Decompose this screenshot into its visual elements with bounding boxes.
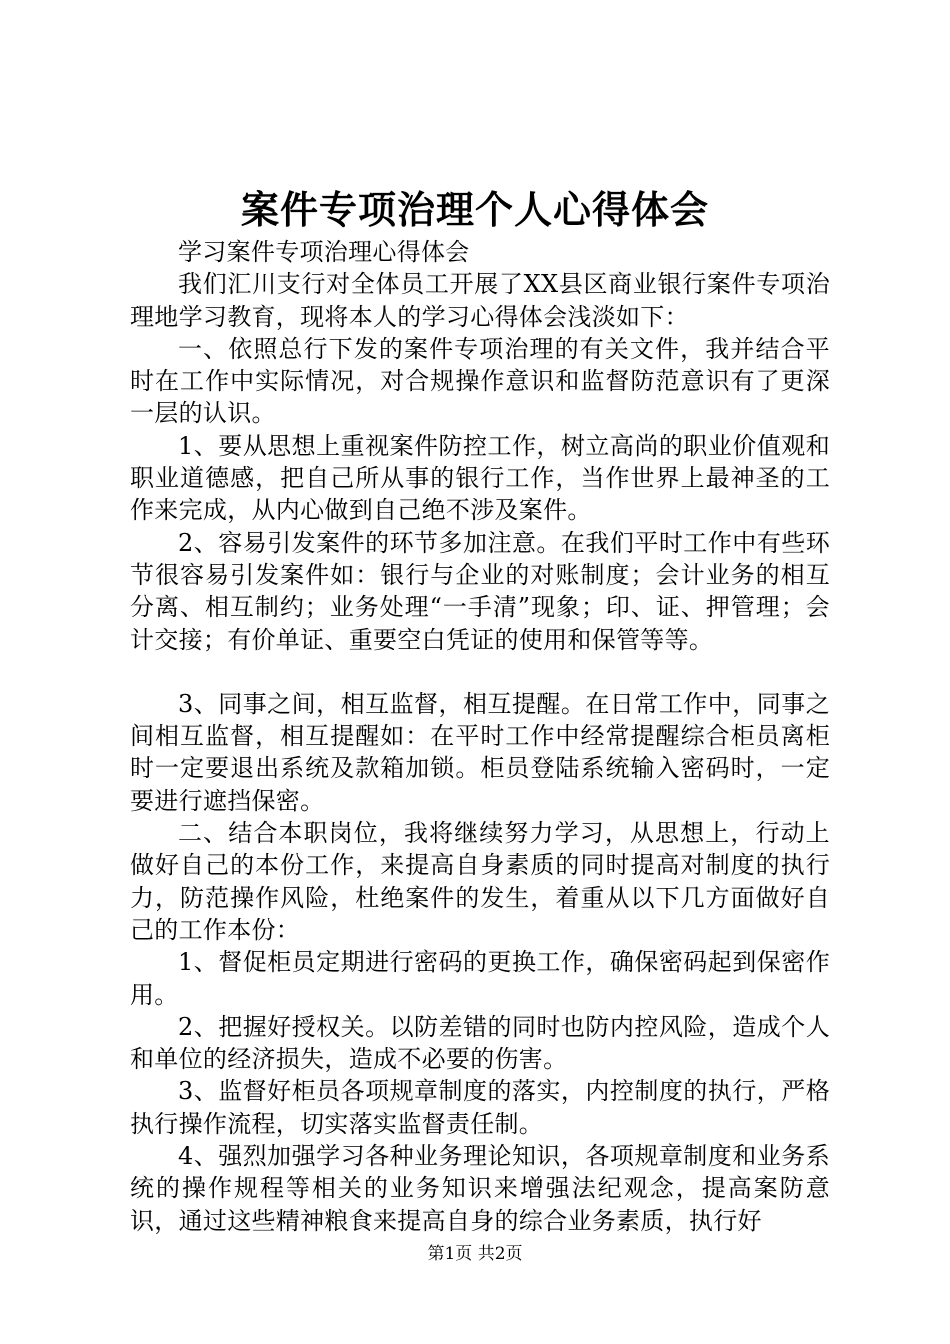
paragraph-measure-4: 4、强烈加强学习各种业务理论知识，各项规章制度和业务系统的操作规程等相关的业务知识来增强法纪观念，提高案防意识，通过这些精神粮食来提高自身的综合业务素质，执行好 <box>130 1142 830 1235</box>
paragraph-item-3: 3、同事之间，相互监督，相互提醒。在日常工作中，同事之间相互监督，相互提醒如：在平时工作中经常提醒综合柜员离柜时一定要退出系统及款箱加锁。柜员登陆系统输入密码时，一定要进行遮挡保密。 <box>130 689 830 815</box>
page-footer: 第1页 共2页 <box>427 1244 523 1264</box>
paragraph-measure-3: 3、监督好柜员各项规章制度的落实，内控制度的执行，严格执行操作流程，切实落实监督责任制。 <box>130 1077 830 1138</box>
paragraph-item-2: 2、容易引发案件的环节多加注意。在我们平时工作中有些环节很容易引发案件如：银行与企业的对账制度；会计业务的相互分离、相互制约；业务处理“一手清”现象；印、证、押管理；会计交接；有价单证、重要空白凭证的使用和保管等等。 <box>130 528 830 654</box>
paragraph-spacer <box>130 656 830 688</box>
paragraph-item-1: 1、要从思想上重视案件防控工作，树立高尚的职业价值观和职业道德感，把自己所从事的银行工作，当作世界上最神圣的工作来完成，从内心做到自己绝不涉及案件。 <box>130 431 830 525</box>
paragraph-measure-2: 2、把握好授权关。以防差错的同时也防内控风险，造成个人和单位的经济损失，造成不必要的伤害。 <box>130 1012 830 1074</box>
paragraph-section-two: 二、结合本职岗位，我将继续努力学习，从思想上，行动上做好自己的本份工作，来提高自身素质的同时提高对制度的执行力，防范操作风险，杜绝案件的发生，着重从以下几方面做好自己的工作本份： <box>130 819 830 944</box>
paragraph-measure-1: 1、督促柜员定期进行密码的更换工作，确保密码起到保密作用。 <box>130 948 830 1009</box>
paragraph-section-one: 一、依照总行下发的案件专项治理的有关文件，我并结合平时在工作中实际情况，对合规操作意识和监督防范意识有了更深一层的认识。 <box>130 334 830 428</box>
document-title: 案件专项治理个人心得体会 <box>240 187 709 232</box>
paragraph-intro: 我们汇川支行对全体员工开展了XX县区商业银行案件专项治理地学习教育，现将本人的学习心得体会浅淡如下： <box>130 270 830 331</box>
paragraph-subtitle: 学习案件专项治理心得体会 <box>178 238 470 266</box>
document-body <box>130 236 830 1237</box>
